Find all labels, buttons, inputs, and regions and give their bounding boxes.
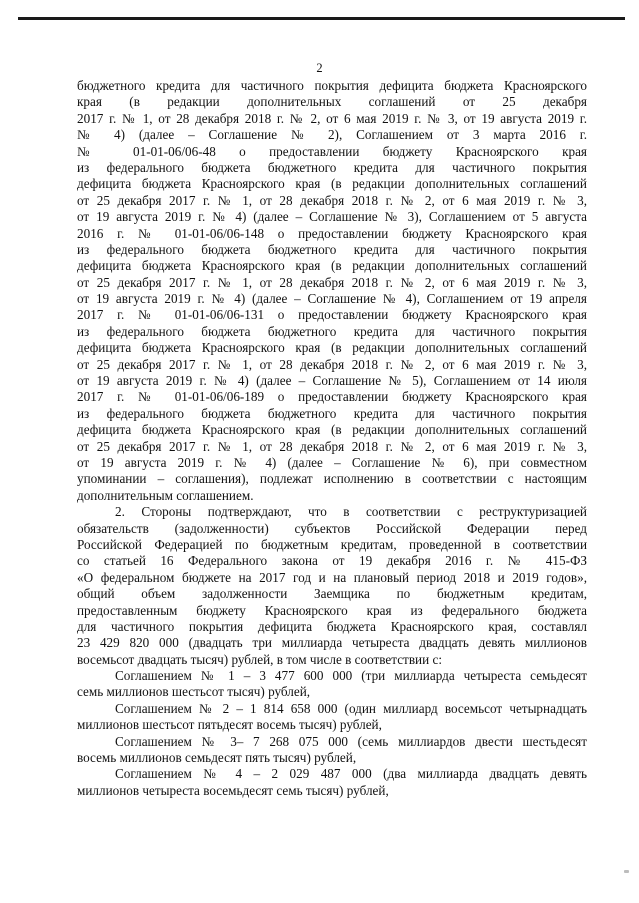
text-line: из федерального бюджета бюджетного кредита для частичного покрытия (77, 241, 587, 257)
text-line: № 4) (далее – Соглашение № 2), Соглашением от 3 марта 2016 г. (77, 127, 587, 143)
text-line: предоставленным бюджету Красноярского края из федерального бюджета (77, 602, 587, 618)
text-line: дефицита бюджета Красноярского края (в редакции дополнительных соглашений (77, 176, 587, 192)
text-line: дефицита бюджета Красноярского края (в редакции дополнительных соглашений (77, 258, 587, 274)
text-line: из федерального бюджета бюджетного кредита для частичного покрытия (77, 159, 587, 175)
text-line: 2017 г. № 01-01-06/06-131 о предоставлении бюджету Красноярского края (77, 307, 587, 323)
text-line: дефицита бюджета Красноярского края (в редакции дополнительных соглашений (77, 340, 587, 356)
text-line: от 19 августа 2019 г. № 4) (далее – Соглашение № 5), Соглашением от 14 июля (77, 373, 587, 389)
scan-speck (624, 870, 629, 873)
text-line: Соглашением № 3– 7 268 075 000 (семь миллиардов двести шестьдесят (115, 733, 587, 749)
text-line: от 25 декабря 2017 г. № 1, от 28 декабря 2018 г. № 2, от 6 мая 2019 г. № 3, (77, 356, 587, 372)
text-line: бюджетного кредита для частичного покрытия дефицита бюджета Красноярского (77, 78, 587, 93)
text-line: миллионов четыреста восемьдесят семь тысяч) рублей, (77, 782, 389, 798)
text-line: от 25 декабря 2017 г. № 1, от 28 декабря 2018 г. № 2, от 6 мая 2019 г. № 3, (77, 192, 587, 208)
text-line: Российской Федерацией по бюджетным кредитам, проведенной в соответствии (77, 536, 587, 552)
text-line: 2. Стороны подтверждают, что в соответствии с реструктуризацией (115, 504, 587, 520)
text-line: упоминании – соглашения), подлежат исполнению в соответствии с настоящим (77, 471, 587, 487)
text-line: Соглашением № 2 – 1 814 658 000 (один миллиард восемьсот четырнадцать (115, 700, 587, 716)
text-line: 23 429 820 000 (двадцать три миллиарда четыреста двадцать девять миллионов (77, 635, 587, 651)
text-line: из федерального бюджета бюджетного кредита для частичного покрытия (77, 405, 587, 421)
text-line: из федерального бюджета бюджетного кредита для частичного покрытия (77, 323, 587, 339)
text-line: от 19 августа 2019 г. № 4) (далее – Соглашение № 6), при совместном (77, 454, 587, 470)
text-line: восемь миллионов семьдесят пять тысяч) рублей, (77, 750, 357, 766)
text-line: края (в редакции дополнительных соглашений от 25 декабря (77, 94, 587, 110)
text-line: восемьсот двадцать тысяч) рублей, в том числе в соответствии с: (77, 651, 442, 667)
text-line: обязательств (задолженности) субъектов Российской Федерации перед (77, 520, 587, 536)
text-line: дефицита бюджета Красноярского края (в редакции дополнительных соглашений (77, 422, 587, 438)
text-line: 2017 г. № 01-01-06/06-189 о предоставлении бюджету Красноярского края (77, 389, 587, 405)
text-line: со статьей 16 Федерального закона от 19 декабря 2016 г. № 415-ФЗ (77, 553, 587, 569)
text-line: для частичного покрытия дефицита бюджета Красноярского края, составлял (77, 618, 587, 634)
text-line: № 01-01-06/06-48 о предоставлении бюджету Красноярского края (77, 143, 587, 159)
document-body (77, 78, 587, 799)
text-line: семь миллионов шестьсот тысяч) рублей, (77, 684, 311, 700)
text-line: от 19 августа 2019 г. № 4) (далее – Соглашение № 4), Соглашением от 19 апреля (77, 291, 587, 307)
text-line: общий объем задолженности Заемщика по бюджетным кредитам, (77, 586, 587, 602)
text-line: от 25 декабря 2017 г. № 1, от 28 декабря 2018 г. № 2, от 6 мая 2019 г. № 3, (77, 274, 587, 290)
text-line: 2016 г. № 01-01-06/06-148 о предоставлении бюджету Красноярского края (77, 225, 587, 241)
text-line: от 25 декабря 2017 г. № 1, от 28 декабря 2018 г. № 2, от 6 мая 2019 г. № 3, (77, 438, 587, 454)
text-line: «О федеральном бюджете на 2017 год и на плановый период 2018 и 2019 годов», (77, 569, 587, 585)
text-line: Соглашением № 4 – 2 029 487 000 (два миллиарда двадцать девять (115, 766, 587, 782)
text-line: дополнительным соглашением. (77, 487, 254, 503)
text-line: 2017 г. № 1, от 28 декабря 2018 г. № 2, от 6 мая 2019 г. № 3, от 19 августа 2019 г. (77, 110, 587, 126)
page-number: 2 (316, 61, 323, 75)
text-line: миллионов шестьсот пятьдесят восемь тысяч) рублей, (77, 717, 382, 733)
top-scan-border (18, 17, 625, 20)
text-line: от 19 августа 2019 г. № 4) (далее – Соглашение № 3), Соглашением от 5 августа (77, 209, 587, 225)
text-line: Соглашением № 1 – 3 477 600 000 (три миллиарда четыреста семьдесят (115, 668, 587, 684)
